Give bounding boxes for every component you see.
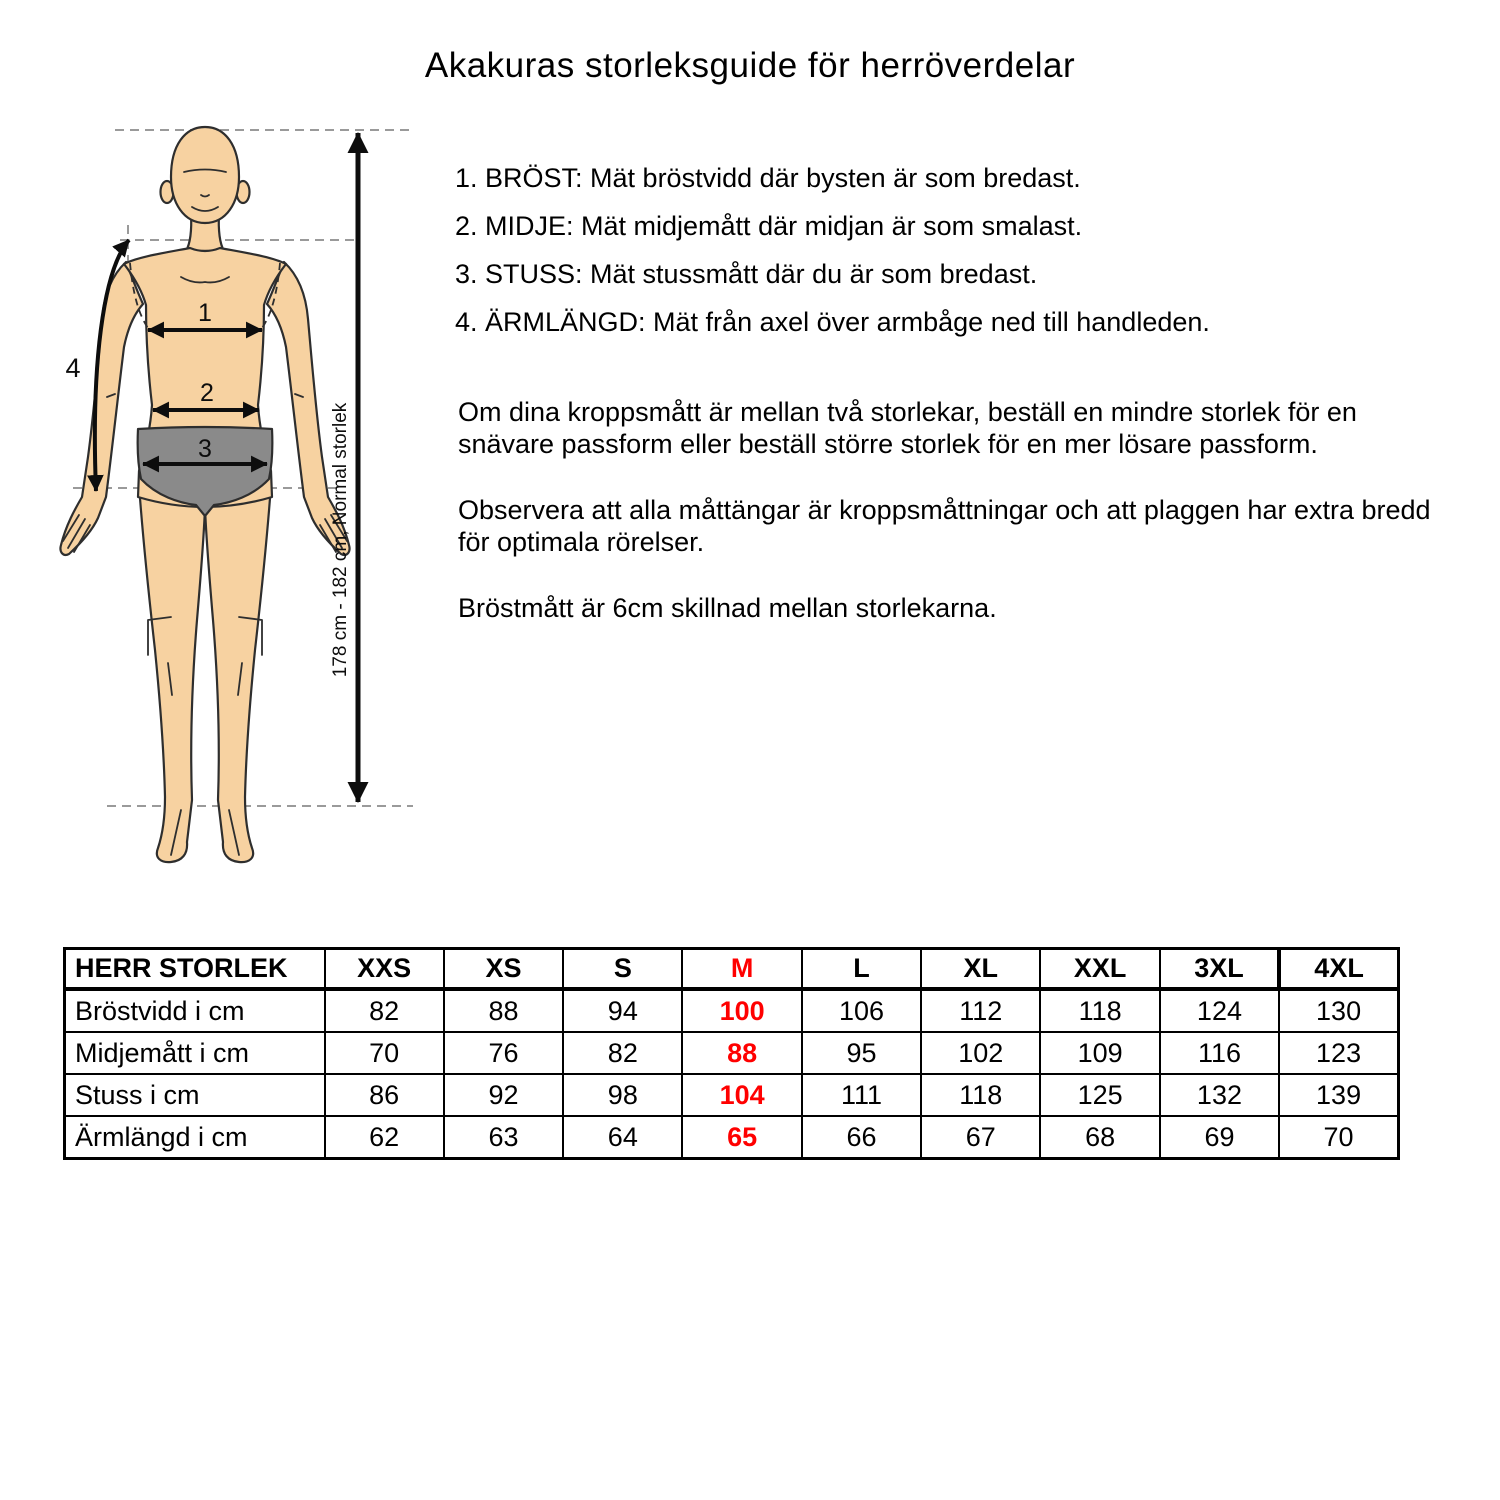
size-value-cell-highlight: 100 — [682, 989, 801, 1032]
instruction-stuss: 3. STUSS: Mät stussmått där du är som bredast. — [455, 259, 1038, 289]
size-value-cell: 111 — [802, 1074, 921, 1116]
page-title: Akakuras storleksguide för herröverdelar — [424, 46, 1076, 85]
size-value-cell: 139 — [1279, 1074, 1398, 1116]
size-value-cell: 76 — [444, 1032, 563, 1074]
table-row-armlangd — [65, 1116, 1399, 1159]
table-row-brostvidd — [65, 989, 1399, 1032]
arm-arrow-label: 4 — [65, 353, 81, 383]
size-value-cell: 86 — [325, 1074, 444, 1116]
size-value-cell: 64 — [563, 1116, 682, 1159]
body-measurement-figure — [35, 105, 425, 875]
size-table-header-row — [65, 949, 1399, 990]
size-value-cell: 132 — [1160, 1074, 1279, 1116]
size-value-cell: 112 — [921, 989, 1040, 1032]
size-value-cell: 94 — [563, 989, 682, 1032]
size-value-cell: 82 — [563, 1032, 682, 1074]
size-value-cell: 118 — [1040, 989, 1159, 1032]
table-row-midjematt — [65, 1032, 1399, 1074]
size-value-cell: 109 — [1040, 1032, 1159, 1074]
size-value-cell-highlight: 65 — [682, 1116, 801, 1159]
size-value-cell: 106 — [802, 989, 921, 1032]
row-label: Midjemått i cm — [65, 1032, 325, 1074]
header-xxs: XXS — [325, 949, 444, 990]
fit-note-chest-difference: Bröstmått är 6cm skillnad mellan storlekarna. — [458, 593, 997, 623]
header-l: L — [802, 949, 921, 990]
size-value-cell: 67 — [921, 1116, 1040, 1159]
size-value-cell: 70 — [325, 1032, 444, 1074]
instruction-midje: 2. MIDJE: Mät midjemått där midjan är som smalast. — [455, 211, 1083, 241]
waist-arrow-label: 2 — [200, 379, 214, 407]
size-table — [63, 947, 1400, 1160]
size-value-cell: 82 — [325, 989, 444, 1032]
size-value-cell: 69 — [1160, 1116, 1279, 1159]
size-value-cell: 68 — [1040, 1116, 1159, 1159]
row-label: Bröstvidd i cm — [65, 989, 325, 1032]
instruction-brost: 1. BRÖST: Mät bröstvidd där bysten är som bredast. — [455, 163, 1081, 193]
header-4xl: 4XL — [1279, 949, 1398, 990]
size-value-cell: 98 — [563, 1074, 682, 1116]
hip-arrow-label: 3 — [198, 435, 212, 463]
fit-notes — [458, 396, 1458, 658]
instruction-armlangd: 4. ÄRMLÄNGD: Mät från axel över armbåge ned till handleden. — [455, 307, 1210, 337]
size-value-cell: 123 — [1279, 1032, 1398, 1074]
size-value-cell: 92 — [444, 1074, 563, 1116]
fit-note-body-measurements: Observera att alla måttängar är kroppsmåttningar och att plaggen har extra bredd för optimala rörelser. — [458, 495, 1431, 557]
size-value-cell: 88 — [444, 989, 563, 1032]
fit-note-between-sizes: Om dina kroppsmått är mellan två storlekar, beställ en mindre storlek för en snävare passform eller beställ större storlek för en mer lösare passform. — [458, 397, 1357, 459]
chest-arrow-label: 1 — [198, 299, 212, 327]
header-xl: XL — [921, 949, 1040, 990]
body-shape — [60, 127, 349, 862]
header-xxl: XXL — [1040, 949, 1159, 990]
size-value-cell-highlight: 104 — [682, 1074, 801, 1116]
size-value-cell: 124 — [1160, 989, 1279, 1032]
table-row-stuss — [65, 1074, 1399, 1116]
size-value-cell: 130 — [1279, 989, 1398, 1032]
header-3xl: 3XL — [1160, 949, 1279, 990]
mannequin-illustration — [35, 105, 425, 875]
height-range-label: 178 cm - 182 cm, Normal storlek — [330, 402, 351, 678]
size-value-cell: 118 — [921, 1074, 1040, 1116]
size-value-cell: 63 — [444, 1116, 563, 1159]
size-value-cell: 70 — [1279, 1116, 1398, 1159]
size-value-cell-highlight: 88 — [682, 1032, 801, 1074]
header-herr-storlek: HERR STORLEK — [65, 949, 325, 990]
row-label: Stuss i cm — [65, 1074, 325, 1116]
header-s: S — [563, 949, 682, 990]
size-value-cell: 102 — [921, 1032, 1040, 1074]
header-m: M — [682, 949, 801, 990]
row-label: Ärmlängd i cm — [65, 1116, 325, 1159]
size-value-cell: 62 — [325, 1116, 444, 1159]
size-value-cell: 95 — [802, 1032, 921, 1074]
size-value-cell: 125 — [1040, 1074, 1159, 1116]
size-value-cell: 66 — [802, 1116, 921, 1159]
measurement-instructions — [455, 163, 1355, 355]
size-value-cell: 116 — [1160, 1032, 1279, 1074]
header-xs: XS — [444, 949, 563, 990]
